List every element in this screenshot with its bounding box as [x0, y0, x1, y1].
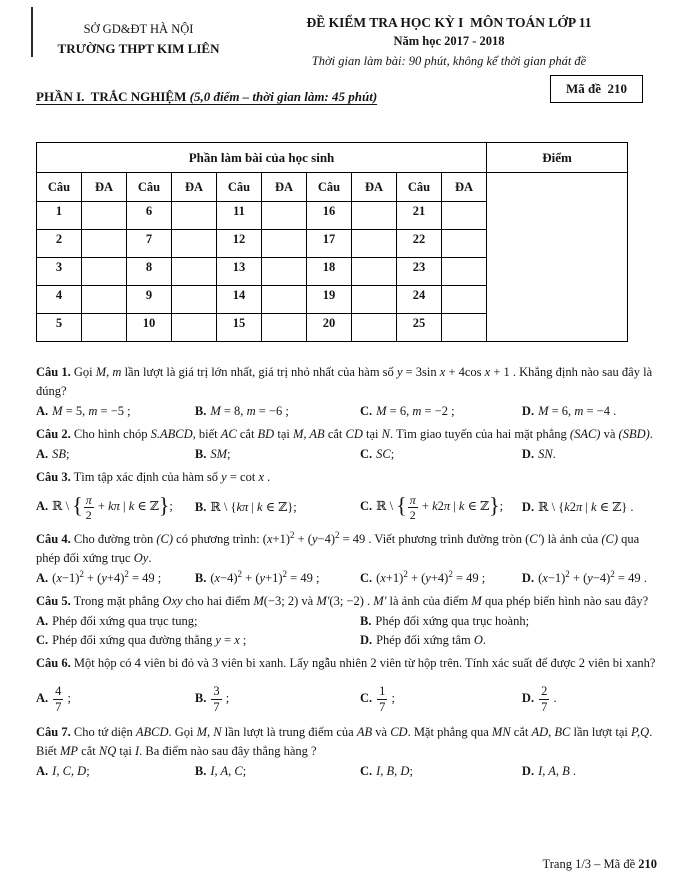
option-label: A. — [36, 764, 49, 778]
answer-cell — [442, 230, 487, 258]
option-A — [36, 569, 195, 588]
option-A — [36, 402, 195, 421]
option-text: SN. — [538, 447, 556, 461]
answer-cell — [442, 258, 487, 286]
question-3 — [36, 468, 659, 526]
option-label: A. — [36, 404, 49, 418]
answer-cell — [82, 314, 127, 342]
option-label: A. — [36, 447, 49, 461]
question-1 — [36, 363, 659, 421]
question-body: Cho hình chóp S.ABCD, biết AC cắt BD tại M, AB cắt CD tại N. Tìm giao tuyến của hai mặt phẳng (SAC) và (SBD). — [73, 427, 653, 441]
option-label: B. — [194, 764, 207, 778]
score-cell — [487, 173, 628, 342]
option-text: Phép đối xứng qua đường thẳng y = x ; — [52, 633, 247, 647]
option-text: I, A, C; — [210, 764, 247, 778]
option-B — [195, 685, 360, 714]
question-text — [36, 425, 659, 444]
question-label: Câu 6. — [36, 656, 71, 670]
option-D — [522, 762, 659, 781]
option-A — [36, 494, 195, 521]
option-A — [36, 612, 360, 631]
section-row — [0, 71, 687, 106]
option-C — [360, 569, 522, 588]
option-C — [360, 685, 522, 714]
option-text: M = 8, m = −6 ; — [210, 404, 289, 418]
answer-cell — [352, 314, 397, 342]
option-D — [522, 569, 659, 588]
option-label: C. — [359, 690, 373, 705]
option-text: ℝ \ { $\frac{\pi}{2}$ + k2π | k ∈ ℤ}; — [376, 492, 504, 522]
answer-table — [36, 142, 628, 342]
question-number-cell: 17 — [307, 230, 352, 258]
option-label: C. — [359, 447, 373, 461]
option-label: D. — [521, 447, 535, 461]
question-text — [36, 654, 659, 673]
option-label: D. — [521, 404, 535, 418]
option-label: B. — [194, 571, 207, 585]
answer-cell — [172, 258, 217, 286]
options — [36, 679, 659, 719]
option-text: ℝ \ {kπ | k ∈ ℤ}; — [210, 499, 297, 514]
option-text: I, B, D; — [376, 764, 413, 778]
options — [36, 762, 659, 781]
option-C — [36, 631, 360, 650]
answer-cell — [82, 258, 127, 286]
answer-cell — [172, 202, 217, 230]
option-text: Phép đối xứng qua trục tung; — [52, 614, 198, 628]
option-label: D. — [521, 764, 535, 778]
question-number-cell: 2 — [37, 230, 82, 258]
option-text: M = 5, m = −5 ; — [52, 404, 131, 418]
option-label: B. — [359, 614, 372, 628]
option-D — [360, 631, 659, 650]
question-number-cell: 23 — [397, 258, 442, 286]
option-B — [195, 402, 360, 421]
question-number-cell: 21 — [397, 202, 442, 230]
option-D — [522, 402, 659, 421]
question-text — [36, 592, 659, 611]
options — [36, 569, 659, 588]
option-text: $(x+1)^2 + (y+4)^2 = 49$ ; — [376, 568, 486, 585]
answer-table-col-header: ĐA — [172, 173, 217, 202]
option-label: D. — [521, 499, 535, 514]
option-B — [195, 762, 360, 781]
question-number-cell: 6 — [127, 202, 172, 230]
answer-cell — [262, 258, 307, 286]
question-number-cell: 7 — [127, 230, 172, 258]
answer-cell — [352, 258, 397, 286]
score-label: Điểm — [487, 143, 628, 173]
option-C — [360, 445, 522, 464]
answer-table-col-header: Câu — [127, 173, 172, 202]
question-text — [36, 468, 659, 487]
answer-cell — [442, 314, 487, 342]
question-number-cell: 14 — [217, 286, 262, 314]
section-title — [36, 75, 377, 106]
option-B — [195, 445, 360, 464]
answer-table-col-header: Câu — [307, 173, 352, 202]
option-label: D. — [521, 571, 535, 585]
exam-title-block — [241, 13, 657, 71]
option-label: B. — [194, 690, 207, 705]
page-content — [0, 142, 687, 781]
answer-table-col-header: ĐA — [442, 173, 487, 202]
option-label: D. — [359, 633, 373, 647]
department-name: SỞ GD&ĐT HÀ NỘI — [83, 22, 194, 36]
answer-table-col-header: ĐA — [352, 173, 397, 202]
question-text — [36, 723, 659, 761]
option-label: A. — [36, 614, 49, 628]
option-text: $(x-1)^2 + (y+4)^2 = 49$ ; — [52, 568, 162, 585]
option-text: $\frac{2}{7}$ . — [541, 683, 557, 714]
question-number-cell: 15 — [217, 314, 262, 342]
answer-table-col-header: ĐA — [82, 173, 127, 202]
question-number-cell: 22 — [397, 230, 442, 258]
exam-code-box: Mã đề 210 — [550, 75, 643, 103]
option-label: C. — [359, 498, 373, 513]
option-text: $\frac{1}{7}$ ; — [379, 683, 395, 714]
answer-cell — [352, 286, 397, 314]
option-text: SB; — [52, 447, 70, 461]
answer-cell — [352, 202, 397, 230]
answer-cell — [262, 202, 307, 230]
margin-line — [31, 7, 33, 57]
options — [36, 612, 659, 650]
question-label: Câu 1. — [36, 365, 71, 379]
question-number-cell: 19 — [307, 286, 352, 314]
answer-cell — [442, 286, 487, 314]
option-A — [36, 685, 195, 714]
school-year: Năm học 2017 - 2018 — [393, 34, 505, 48]
question-number-cell: 4 — [37, 286, 82, 314]
answer-cell — [82, 286, 127, 314]
option-text: M = 6, m = −4 . — [538, 404, 617, 418]
page-footer: Trang 1/3 – Mã đề 210 — [542, 857, 657, 871]
option-label: C. — [36, 633, 49, 647]
options — [36, 402, 659, 421]
answer-table-col-header: ĐA — [262, 173, 307, 202]
question-label: Câu 2. — [36, 427, 71, 441]
option-label: A. — [36, 690, 49, 705]
answer-table-col-header: Câu — [217, 173, 262, 202]
option-label: A. — [36, 571, 49, 585]
question-number-cell: 24 — [397, 286, 442, 314]
answer-cell — [442, 202, 487, 230]
school-block — [36, 13, 241, 71]
answer-cell — [262, 230, 307, 258]
question-label: Câu 7. — [36, 725, 71, 739]
answer-table-col-header: Câu — [37, 173, 82, 202]
answer-cell — [172, 286, 217, 314]
question-number-cell: 25 — [397, 314, 442, 342]
question-number-cell: 5 — [37, 314, 82, 342]
answer-cell — [262, 314, 307, 342]
question-label: Câu 4. — [36, 532, 71, 546]
question-body: Cho đường tròn (C) có phương trình: $(x+1)^2 + (y-4)^2 = 49$ . Viết phương trình đường tròn (C') là ảnh của (C) qua phép đối xứng trục Oy. — [36, 529, 640, 565]
question-label: Câu 5. — [36, 594, 71, 608]
question-number-cell: 8 — [127, 258, 172, 286]
option-B — [195, 569, 360, 588]
question-7 — [36, 723, 659, 781]
options — [36, 488, 659, 526]
question-body: Gọi M, m lần lượt là giá trị lớn nhất, giá trị nhỏ nhất của hàm số y = 3sin x + 4cos x + 1 . Khẳng định nào sau đây là đúng? — [36, 365, 653, 398]
option-label: C. — [359, 764, 373, 778]
option-label: B. — [194, 499, 207, 514]
question-number-cell: 20 — [307, 314, 352, 342]
answer-cell — [352, 230, 397, 258]
question-number-cell: 3 — [37, 258, 82, 286]
option-label: D. — [521, 690, 535, 705]
option-B — [195, 498, 360, 517]
answer-cell — [172, 230, 217, 258]
option-text: M = 6, m = −2 ; — [376, 404, 455, 418]
option-text: $(x-1)^2 + (y-4)^2 = 49$ . — [538, 568, 647, 585]
option-C — [360, 402, 522, 421]
answer-table-body — [37, 143, 628, 342]
question-2 — [36, 425, 659, 464]
school-name: TRƯỜNG THPT KIM LIÊN — [57, 41, 220, 56]
answer-cell — [82, 230, 127, 258]
questions — [36, 363, 659, 781]
option-D — [522, 445, 659, 464]
option-label: C. — [359, 404, 373, 418]
option-D — [522, 685, 659, 714]
option-text: ℝ \ {k2π | k ∈ ℤ} . — [538, 499, 634, 514]
question-number-cell: 18 — [307, 258, 352, 286]
section-title-sub: (5,0 điểm – thời gian làm: 45 phút) — [189, 89, 378, 104]
option-C — [360, 762, 522, 781]
option-text: $(x-4)^2 + (y+1)^2 = 49$ ; — [210, 568, 320, 585]
option-text: ℝ \ { $\frac{\pi}{2}$ + kπ | k ∈ ℤ}; — [52, 492, 173, 522]
question-number-cell: 11 — [217, 202, 262, 230]
option-text: Phép đối xứng tâm O. — [376, 633, 487, 647]
option-B — [360, 612, 659, 631]
question-6 — [36, 654, 659, 719]
option-label: B. — [194, 447, 207, 461]
section-title-main: PHẦN I. TRẮC NGHIỆM — [36, 89, 190, 104]
question-4 — [36, 530, 659, 588]
question-number-cell: 13 — [217, 258, 262, 286]
answer-cell — [262, 286, 307, 314]
answer-cell — [82, 202, 127, 230]
question-label: Câu 3. — [36, 470, 71, 484]
option-text: $\frac{3}{7}$ ; — [213, 683, 230, 714]
option-text: SM; — [210, 447, 231, 461]
question-body: Tìm tập xác định của hàm số y = cot x . — [73, 470, 271, 484]
option-text: $\frac{4}{7}$ ; — [55, 683, 72, 714]
question-text — [36, 363, 659, 401]
question-body: Cho tứ diện ABCD. Gọi M, N lần lượt là trung điểm của AB và CD. Mặt phẳng qua MN cắt AD, BC lần lượt tại P,Q. Biết MP cắt NQ tại I. Ba điểm nào sau đây thẳng hàng ? — [36, 725, 653, 758]
question-body: Trong mặt phẳng Oxy cho hai điểm M(−3; 2) và M'(3; −2) . M' là ảnh của điểm M qua phép biến hình nào sau đây? — [73, 594, 649, 608]
option-label: C. — [359, 571, 373, 585]
option-C — [360, 494, 522, 521]
exam-title: ĐỀ KIỂM TRA HỌC KỲ I MÔN TOÁN LỚP 11 — [306, 15, 592, 30]
options — [36, 445, 659, 464]
answer-table-col-header: Câu — [397, 173, 442, 202]
answer-cell — [172, 314, 217, 342]
option-text: I, A, B . — [538, 764, 577, 778]
option-text: Phép đối xứng qua trục hoành; — [375, 614, 530, 628]
option-text: I, C, D; — [52, 764, 90, 778]
option-A — [36, 762, 195, 781]
question-5 — [36, 592, 659, 650]
question-text — [36, 530, 659, 568]
question-number-cell: 16 — [307, 202, 352, 230]
option-D — [522, 498, 659, 517]
option-text: SC; — [376, 447, 395, 461]
question-number-cell: 1 — [37, 202, 82, 230]
page-header — [0, 0, 687, 71]
option-label: A. — [36, 498, 49, 513]
question-number-cell: 9 — [127, 286, 172, 314]
option-label: B. — [194, 404, 207, 418]
answer-table-title: Phần làm bài của học sinh — [37, 143, 487, 173]
question-number-cell: 10 — [127, 314, 172, 342]
duration-note: Thời gian làm bài: 90 phút, không kể thời gian phát đề — [311, 54, 587, 68]
question-number-cell: 12 — [217, 230, 262, 258]
option-A — [36, 445, 195, 464]
question-body: Một hộp có 4 viên bi đỏ và 3 viên bi xanh. Lấy ngẫu nhiên 2 viên từ hộp trên. Tính xác suất để được 2 viên bi xanh? — [73, 656, 656, 670]
